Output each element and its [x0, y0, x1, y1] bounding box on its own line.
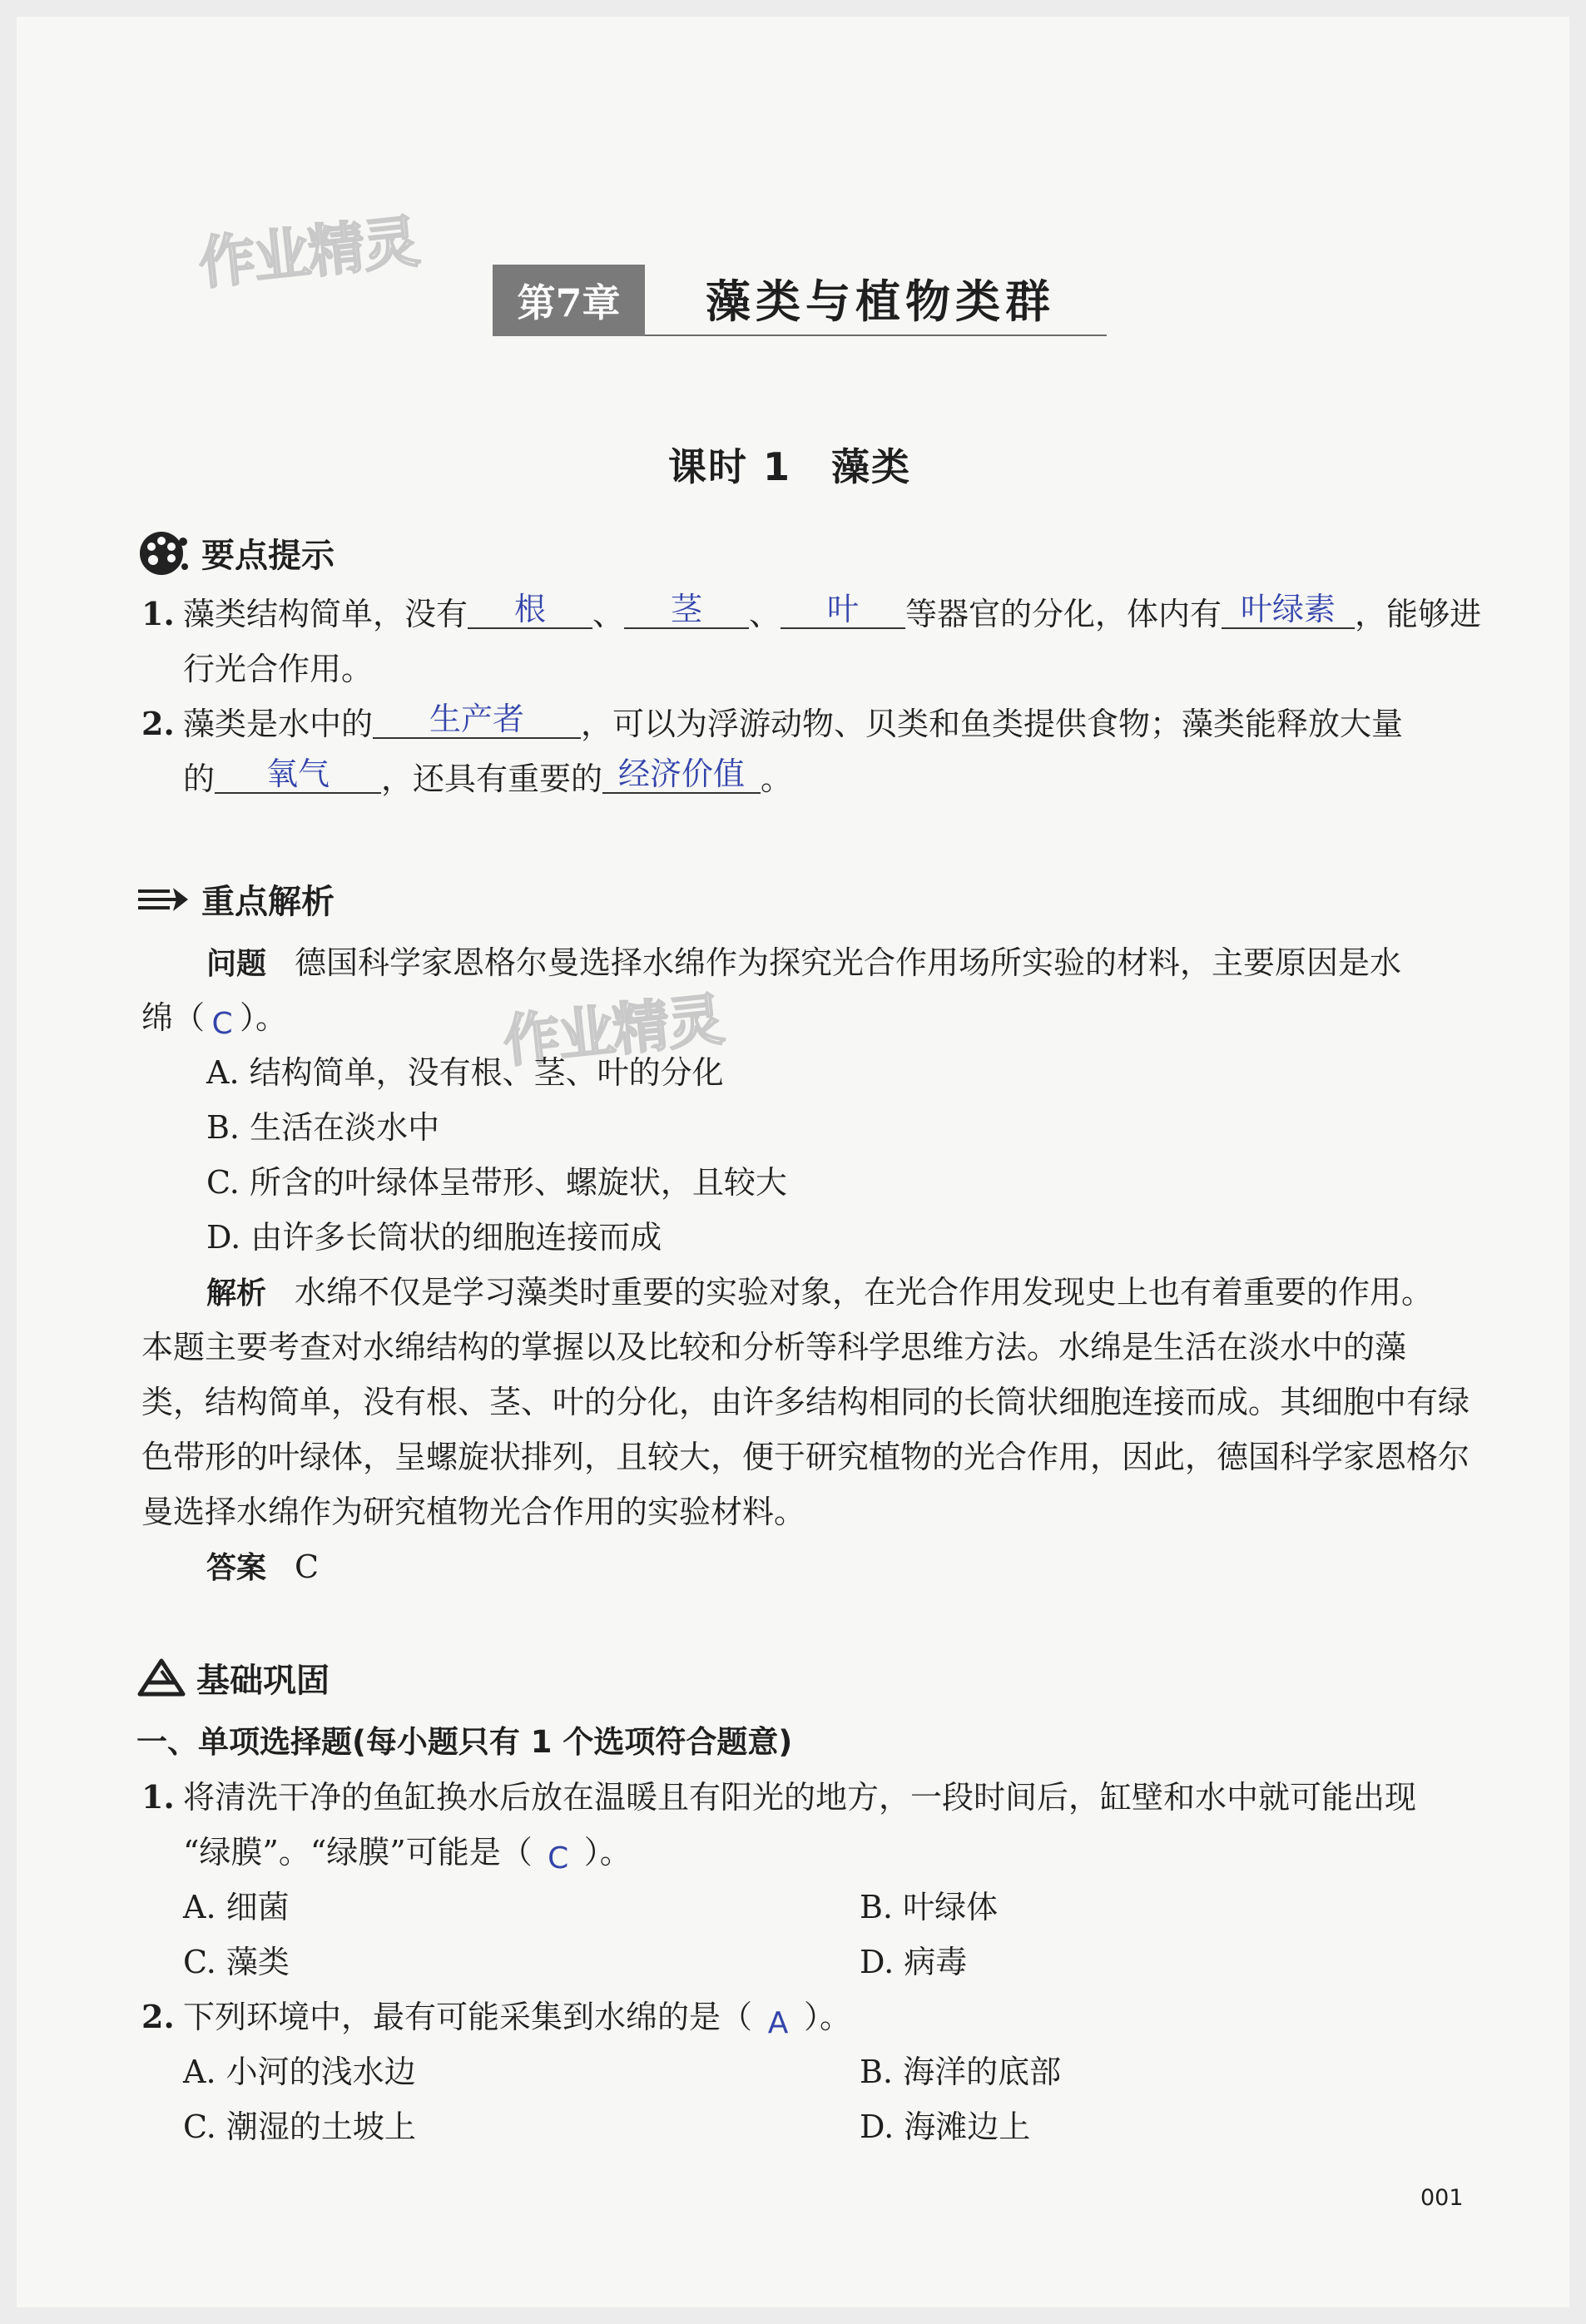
- points-q2-line2-post: 。: [761, 761, 793, 797]
- analysis-question-line1: [206, 935, 1401, 992]
- question-tag: 问题: [206, 947, 267, 981]
- basic-q1-option-a: A. 细菌: [183, 1889, 290, 1925]
- analysis-answer-line: [206, 1539, 319, 1596]
- section-label-points: 要点提示: [201, 537, 335, 575]
- separator: 、: [749, 596, 781, 632]
- answer-blank-leaf: 叶: [781, 591, 905, 629]
- explain-line3: 类，结构简单，没有根、茎、叶的分化，由许多结构相同的长筒状细胞连接而成。其细胞中有绿: [141, 1384, 1470, 1420]
- chapter-number-box: 第7章: [493, 265, 645, 336]
- chapter-title: 藻类与植物类群: [706, 275, 1055, 328]
- basic-q2-option-b: B. 海洋的底部: [860, 2054, 1062, 2090]
- part-title-single-choice: 一、单项选择题(每小题只有 1 个选项符合题意): [136, 1724, 793, 1760]
- chapter-underline: [645, 334, 1107, 336]
- basic-q1-line1: [141, 1770, 1416, 1825]
- explain-line2: 本题主要考查对水绵结构的掌握以及比较和分析等科学思维方法。水绵是生活在淡水中的藻: [141, 1329, 1407, 1365]
- points-q1-mid: 等器官的分化，体内有: [905, 596, 1222, 632]
- basic-q2-line1: [141, 1990, 851, 2046]
- points-q2-line2-pre: 的: [183, 761, 216, 797]
- basic-q2-option-d: D. 海滩边上: [860, 2108, 1031, 2145]
- analysis-option-c: C. 所含的叶绿体呈带形、螺旋状，且较大: [206, 1164, 787, 1201]
- analysis-option-a: A. 结构简单，没有根、茎、叶的分化: [206, 1054, 724, 1091]
- section-header-basic: [136, 1654, 330, 1702]
- points-q2-line2-mid: ，还具有重要的: [381, 761, 603, 797]
- section-header-analysis: [136, 875, 335, 923]
- basic-q2-number: 2.: [141, 1998, 175, 2035]
- basic-q1-text: 将清洗干净的鱼缸换水后放在温暖且有阳光的地方，一段时间后，缸壁和水中就可能出现: [183, 1779, 1417, 1816]
- points-q1-pre: 藻类结构简单，没有: [183, 596, 468, 632]
- answer-blank-oxygen: 氧气: [215, 756, 381, 794]
- answer-blank-economic-value: 经济价值: [602, 756, 761, 794]
- answer-tag: 答案: [206, 1551, 267, 1585]
- basic-q1-answer-handwritten: C: [548, 1841, 569, 1876]
- basic-q2-answer-handwritten: A: [767, 2006, 789, 2040]
- basic-q1-line2-post: ）。: [583, 1834, 632, 1871]
- answer-blank-producer: 生产者: [373, 701, 581, 739]
- explain-line4: 色带形的叶绿体，呈螺旋状排列，且较大，便于研究植物的光合作用，因此，德国科学家恩格尔: [141, 1439, 1470, 1475]
- answer-blank-root: 根: [468, 591, 592, 629]
- section-header-points: [136, 529, 335, 577]
- points-q1-line2: 行光合作用。: [183, 651, 374, 687]
- section-label-analysis: 重点解析: [201, 883, 335, 921]
- section-label-basic: 基础巩固: [196, 1662, 330, 1700]
- answer-blank-stem: 茎: [624, 591, 749, 629]
- watermark-middle: 作业精灵: [500, 987, 726, 1076]
- question-line2-pre: 绵（: [141, 999, 206, 1036]
- lesson-title: 课时 1 藻类: [668, 444, 912, 489]
- explain-line1: [206, 1265, 1433, 1321]
- points-q2-number: 2.: [141, 705, 175, 742]
- palette-icon: [136, 530, 191, 577]
- explain-line5: 曼选择水绵作为研究植物光合作用的实验材料。: [141, 1494, 806, 1530]
- basic-q2-option-c: C. 潮湿的土坡上: [183, 2108, 416, 2145]
- triangle-stack-icon: [136, 1658, 186, 1699]
- basic-q1-number: 1.: [141, 1778, 175, 1816]
- separator: 、: [592, 596, 625, 632]
- basic-q1-line2: [183, 1825, 632, 1881]
- question-answer-handwritten: C: [211, 1007, 233, 1041]
- points-q2-line1: [141, 696, 1403, 751]
- basic-q1-line2-pre: “绿膜”。“绿膜”可能是（: [183, 1834, 533, 1871]
- basic-q1-option-c: C. 藻类: [183, 1944, 290, 1980]
- points-q2-post: ，可以为浮游动物、贝类和鱼类提供食物；藻类能释放大量: [581, 706, 1404, 742]
- watermark-top: 作业精灵: [196, 209, 422, 298]
- explain-text-1: 水绵不仅是学习藻类时重要的实验对象，在光合作用发现史上也有着重要的作用。: [295, 1274, 1434, 1311]
- question-line2-post: ）。: [240, 999, 288, 1036]
- answer-blank-chlorophyll: 叶绿素: [1222, 591, 1355, 629]
- basic-q1-option-b: B. 叶绿体: [860, 1889, 999, 1925]
- list-arrow-icon: [136, 883, 191, 916]
- basic-q1-option-d: D. 病毒: [860, 1944, 968, 1980]
- points-q1-number: 1.: [141, 595, 175, 632]
- basic-q2-option-a: A. 小河的浅水边: [183, 2054, 416, 2090]
- analysis-option-b: B. 生活在淡水中: [206, 1109, 440, 1146]
- points-q1-line1: [141, 587, 1481, 642]
- answer-value: C: [295, 1549, 320, 1585]
- basic-q2-text: 下列环境中，最有可能采集到水绵的是（: [183, 1999, 753, 2035]
- analysis-question-line2: [141, 990, 287, 1047]
- explain-tag: 解析: [206, 1276, 267, 1311]
- page-number: 001: [1420, 2185, 1464, 2211]
- points-q2-line2: [183, 751, 792, 806]
- analysis-option-d: D. 由许多长筒状的细胞连接而成: [206, 1219, 662, 1256]
- question-text: 德国科学家恩格尔曼选择水绵作为探究光合作用场所实验的材料，主要原因是水: [295, 944, 1402, 981]
- points-q2-pre: 藻类是水中的: [183, 706, 374, 742]
- basic-q2-line1-post: ）。: [804, 1999, 852, 2035]
- points-q1-post: ，能够进: [1355, 596, 1482, 632]
